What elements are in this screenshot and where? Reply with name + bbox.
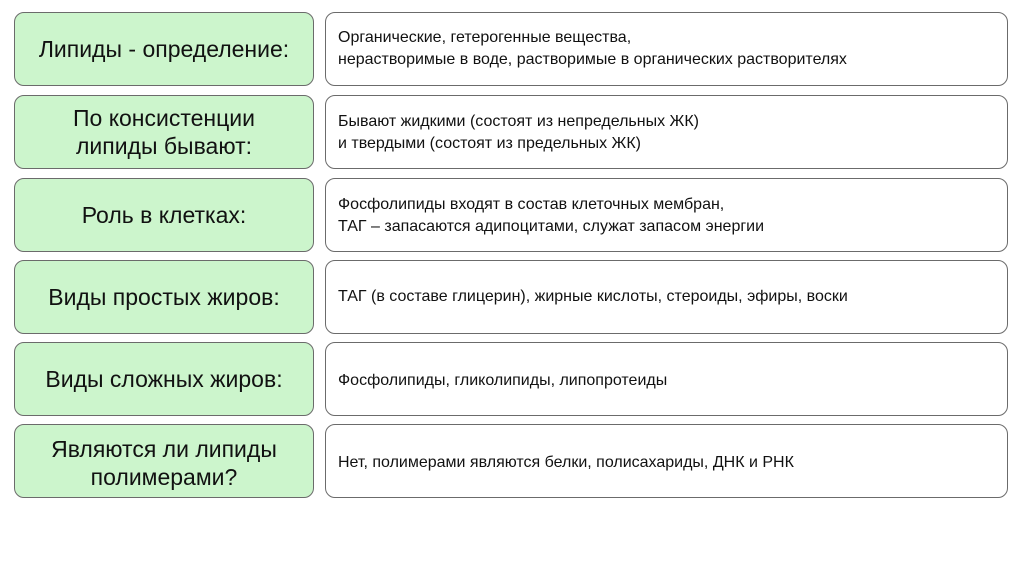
description-box-cell-role: Фосфолипиды входят в состав клеточных мембран, ТАГ – запасаются адипоцитами, служат запасом энергии: [325, 178, 1008, 252]
description-box-simple-fats: ТАГ (в составе глицерин), жирные кислоты, стероиды, эфиры, воски: [325, 260, 1008, 334]
term-box-cell-role: Роль в клетках:: [14, 178, 314, 252]
description-box-consistency: Бывают жидкими (состоят из непредельных ЖК) и твердыми (состоят из предельных ЖК): [325, 95, 1008, 169]
term-box-definition: Липиды - определение:: [14, 12, 314, 86]
description-box-definition: Органические, гетерогенные вещества, нерастворимые в воде, растворимые в органических растворителях: [325, 12, 1008, 86]
term-box-consistency: По консистенции липиды бывают:: [14, 95, 314, 169]
term-box-polymers: Являются ли липиды полимерами?: [14, 424, 314, 498]
description-box-polymers: Нет, полимерами являются белки, полисахариды, ДНК и РНК: [325, 424, 1008, 498]
term-box-simple-fats: Виды простых жиров:: [14, 260, 314, 334]
description-box-complex-fats: Фосфолипиды, гликолипиды, липопротеиды: [325, 342, 1008, 416]
term-box-complex-fats: Виды сложных жиров:: [14, 342, 314, 416]
